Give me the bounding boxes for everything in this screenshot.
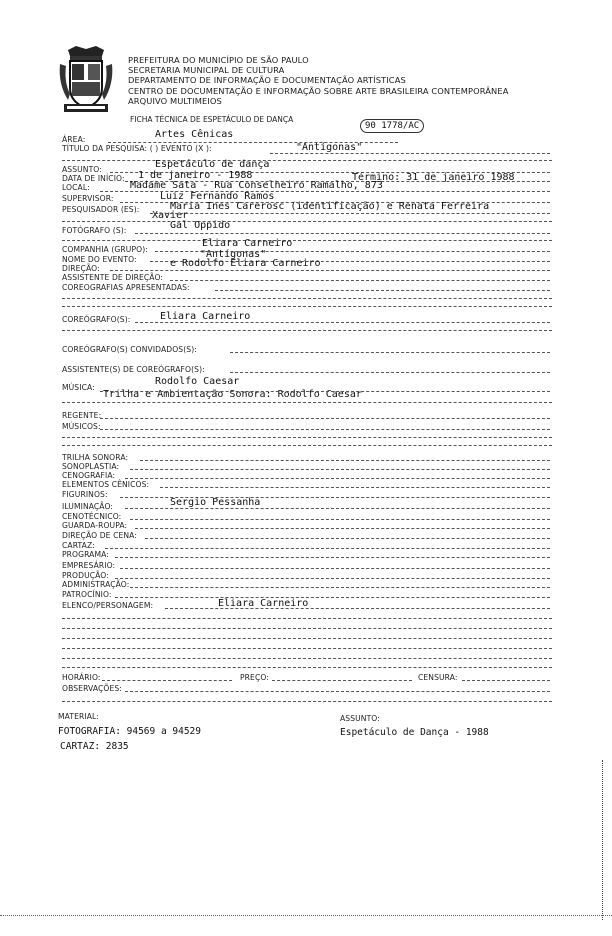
rule bbox=[62, 330, 552, 331]
rule bbox=[110, 270, 550, 271]
rule bbox=[115, 557, 550, 558]
label-area: ÁREA: bbox=[62, 135, 86, 144]
label-assunto: ASSUNTO: bbox=[62, 165, 102, 174]
rule bbox=[62, 648, 552, 649]
label-trilha-sonora: TRILHA SONORA: bbox=[62, 453, 129, 462]
label-sonoplastia: SONOPLASTIA: bbox=[62, 462, 120, 471]
label-assunto-footer: ASSUNTO: bbox=[340, 714, 380, 723]
label-musica: MÚSICA: bbox=[62, 383, 95, 392]
label-programa: PROGRAMA: bbox=[62, 550, 109, 559]
rule bbox=[135, 233, 550, 234]
value-musica-2: Trilha e Ambientação Sonora: Rodolfo Caesar bbox=[103, 389, 362, 400]
rule bbox=[100, 429, 550, 430]
value-pesquisador: Maria Ines Carerosc (identificação) e Renata Ferreira bbox=[170, 201, 490, 212]
value-direcao: e Rodolfo Eliara Carneiro bbox=[170, 258, 321, 269]
label-fotografo: FOTÓGRAFO (S): bbox=[62, 226, 127, 235]
value-assunto: Espetáculo de dança bbox=[155, 159, 270, 170]
rule bbox=[130, 519, 550, 520]
rule bbox=[125, 478, 550, 479]
value-fotografia: FOTOGRAFIA: 94569 a 94529 bbox=[58, 726, 201, 737]
rule bbox=[230, 352, 550, 353]
rule bbox=[62, 306, 552, 307]
value-assunto-footer: Espetáculo de Dança - 1988 bbox=[340, 727, 489, 738]
value-data-inicio: 1 de janeiro - 1988 bbox=[138, 170, 253, 181]
label-horario: HORÁRIO: bbox=[62, 673, 101, 682]
label-cartaz: CARTAZ: bbox=[62, 541, 95, 550]
scan-bottom-edge bbox=[0, 915, 612, 916]
value-fotografo: Gal Oppido bbox=[170, 220, 231, 231]
rule bbox=[62, 658, 552, 659]
rule bbox=[115, 578, 550, 579]
rule bbox=[462, 680, 550, 681]
rule bbox=[62, 701, 552, 702]
value-nome-evento: "Antígonas" bbox=[200, 249, 267, 260]
rule bbox=[135, 528, 550, 529]
rule bbox=[100, 418, 550, 419]
label-companhia: COMPANHIA (GRUPO): bbox=[62, 245, 148, 254]
rule bbox=[170, 280, 550, 281]
label-preco: PREÇO: bbox=[240, 673, 269, 682]
label-administracao: ADMINISTRAÇÃO: bbox=[62, 580, 130, 589]
rule bbox=[62, 298, 552, 299]
label-musicos: MÚSICOS: bbox=[62, 422, 101, 431]
label-nome-evento: NOME DO EVENTO: bbox=[62, 255, 137, 264]
rule bbox=[62, 221, 552, 222]
label-coreografos-convidados: COREÓGRAFO(S) CONVIDADOS(S): bbox=[62, 345, 197, 354]
rule bbox=[125, 508, 550, 509]
label-direcao-cena: DIREÇÃO DE CENA: bbox=[62, 531, 137, 540]
header-line-2: SECRETARIA MUNICIPAL DE CULTURA bbox=[128, 65, 285, 75]
label-figurinos: FIGURINOS: bbox=[62, 490, 108, 499]
value-pesquisador-cont: Xavier bbox=[152, 210, 189, 221]
rule bbox=[160, 487, 550, 488]
value-musica-1: Rodolfo Caesar bbox=[155, 376, 240, 387]
header-line-4: CENTRO DE DOCUMENTAÇÃO E INFORMAÇÃO SOBRE ARTE BRASILEIRA CONTEMPORÂNEA bbox=[128, 86, 509, 96]
rule bbox=[165, 608, 550, 609]
label-coreografo: COREÓGRAFO(S): bbox=[62, 315, 131, 324]
rule bbox=[130, 587, 550, 588]
rule bbox=[62, 618, 552, 619]
label-titulo: TÍTULO DA PESQUISA: ( ) EVENTO (X ): bbox=[62, 144, 212, 153]
label-guarda-roupa: GUARDA-ROUPA: bbox=[62, 521, 128, 530]
rule bbox=[100, 391, 550, 392]
label-elenco: ELENCO/PERSONAGEM: bbox=[62, 601, 154, 610]
label-pesquisador: PESQUISADOR (ES): bbox=[62, 205, 140, 214]
value-termino: Término: 31 de janeiro 1988 bbox=[352, 172, 515, 183]
header-line-5: ARQUIVO MULTIMEIOS bbox=[128, 96, 222, 106]
value-titulo: "Antígonas" bbox=[296, 142, 363, 153]
value-supervisor: Luiz Fernando Ramos bbox=[160, 191, 275, 202]
record-code-stamp: 90 1778/AC bbox=[360, 119, 424, 133]
label-coreografias: COREOGRAFIAS APRESENTADAS: bbox=[62, 283, 190, 292]
value-cartaz: CARTAZ: 2835 bbox=[60, 741, 129, 752]
value-local: Madame Sata - Rua Conselheiro Ramalho, 873 bbox=[130, 180, 383, 191]
rule bbox=[272, 680, 412, 681]
rule bbox=[120, 568, 550, 569]
rule bbox=[102, 680, 232, 681]
rule bbox=[115, 597, 550, 598]
label-assistente-direcao: ASSISTENTE DE DIREÇÃO: bbox=[62, 273, 164, 282]
label-observacoes: OBSERVAÇÕES: bbox=[62, 684, 122, 693]
label-cenografia: CENOGRAFIA: bbox=[62, 471, 116, 480]
header-line-1: PREFEITURA DO MUNICÍPIO DE SÃO PAULO bbox=[128, 55, 309, 65]
rule bbox=[105, 548, 550, 549]
form-title: FICHA TÉCNICA DE ESPETÁCULO DE DANÇA bbox=[130, 115, 294, 124]
rule bbox=[230, 372, 550, 373]
label-producao: PRODUÇÃO: bbox=[62, 571, 109, 580]
value-area: Artes Cênicas bbox=[155, 129, 234, 140]
rule bbox=[62, 628, 552, 629]
label-direcao: DIREÇÃO: bbox=[62, 264, 100, 273]
rule bbox=[140, 460, 550, 461]
rule bbox=[125, 691, 550, 692]
rule bbox=[62, 638, 552, 639]
rule bbox=[130, 469, 550, 470]
rule bbox=[62, 160, 552, 161]
rule bbox=[145, 538, 550, 539]
scan-edge-artifact bbox=[602, 760, 606, 920]
value-iluminacao: Sergio Pessanha bbox=[170, 497, 261, 508]
label-censura: CENSURA: bbox=[418, 673, 458, 682]
label-patrocinio: PATROCÍNIO: bbox=[62, 590, 112, 599]
rule bbox=[270, 153, 550, 154]
rule bbox=[62, 402, 552, 403]
rule bbox=[62, 445, 552, 446]
label-regente: REGENTE: bbox=[62, 411, 102, 420]
label-material: MATERIAL: bbox=[58, 712, 99, 721]
rule bbox=[150, 213, 550, 214]
value-coreografo: Eliara Carneiro bbox=[160, 311, 251, 322]
label-supervisor: SUPERVISOR: bbox=[62, 194, 114, 203]
header-line-3: DEPARTAMENTO DE INFORMAÇÃO E DOCUMENTAÇÃO ARTÍSTICAS bbox=[128, 75, 406, 85]
value-elenco: Eliara Carneiro bbox=[218, 598, 309, 609]
city-coat-of-arms-icon bbox=[58, 44, 114, 114]
value-companhia: Eliara Carneiro bbox=[202, 238, 293, 249]
label-assistente-coreografo: ASSISTENTE(S) DE COREÓGRAFO(S): bbox=[62, 365, 205, 374]
label-iluminacao: ILUMINAÇÃO: bbox=[62, 502, 114, 511]
rule bbox=[62, 667, 552, 668]
rule bbox=[135, 322, 550, 323]
label-data-inicio: DATA DE INÍCIO: bbox=[62, 174, 125, 183]
label-elementos-cenicos: ELEMENTOS CÊNICOS: bbox=[62, 480, 150, 489]
rule bbox=[62, 437, 552, 438]
label-cenotecnico: CENOTÉCNICO: bbox=[62, 512, 122, 521]
label-local: LOCAL: bbox=[62, 183, 90, 192]
label-empresario: EMPRESÁRIO: bbox=[62, 561, 116, 570]
rule bbox=[215, 290, 550, 291]
rule bbox=[62, 240, 552, 241]
